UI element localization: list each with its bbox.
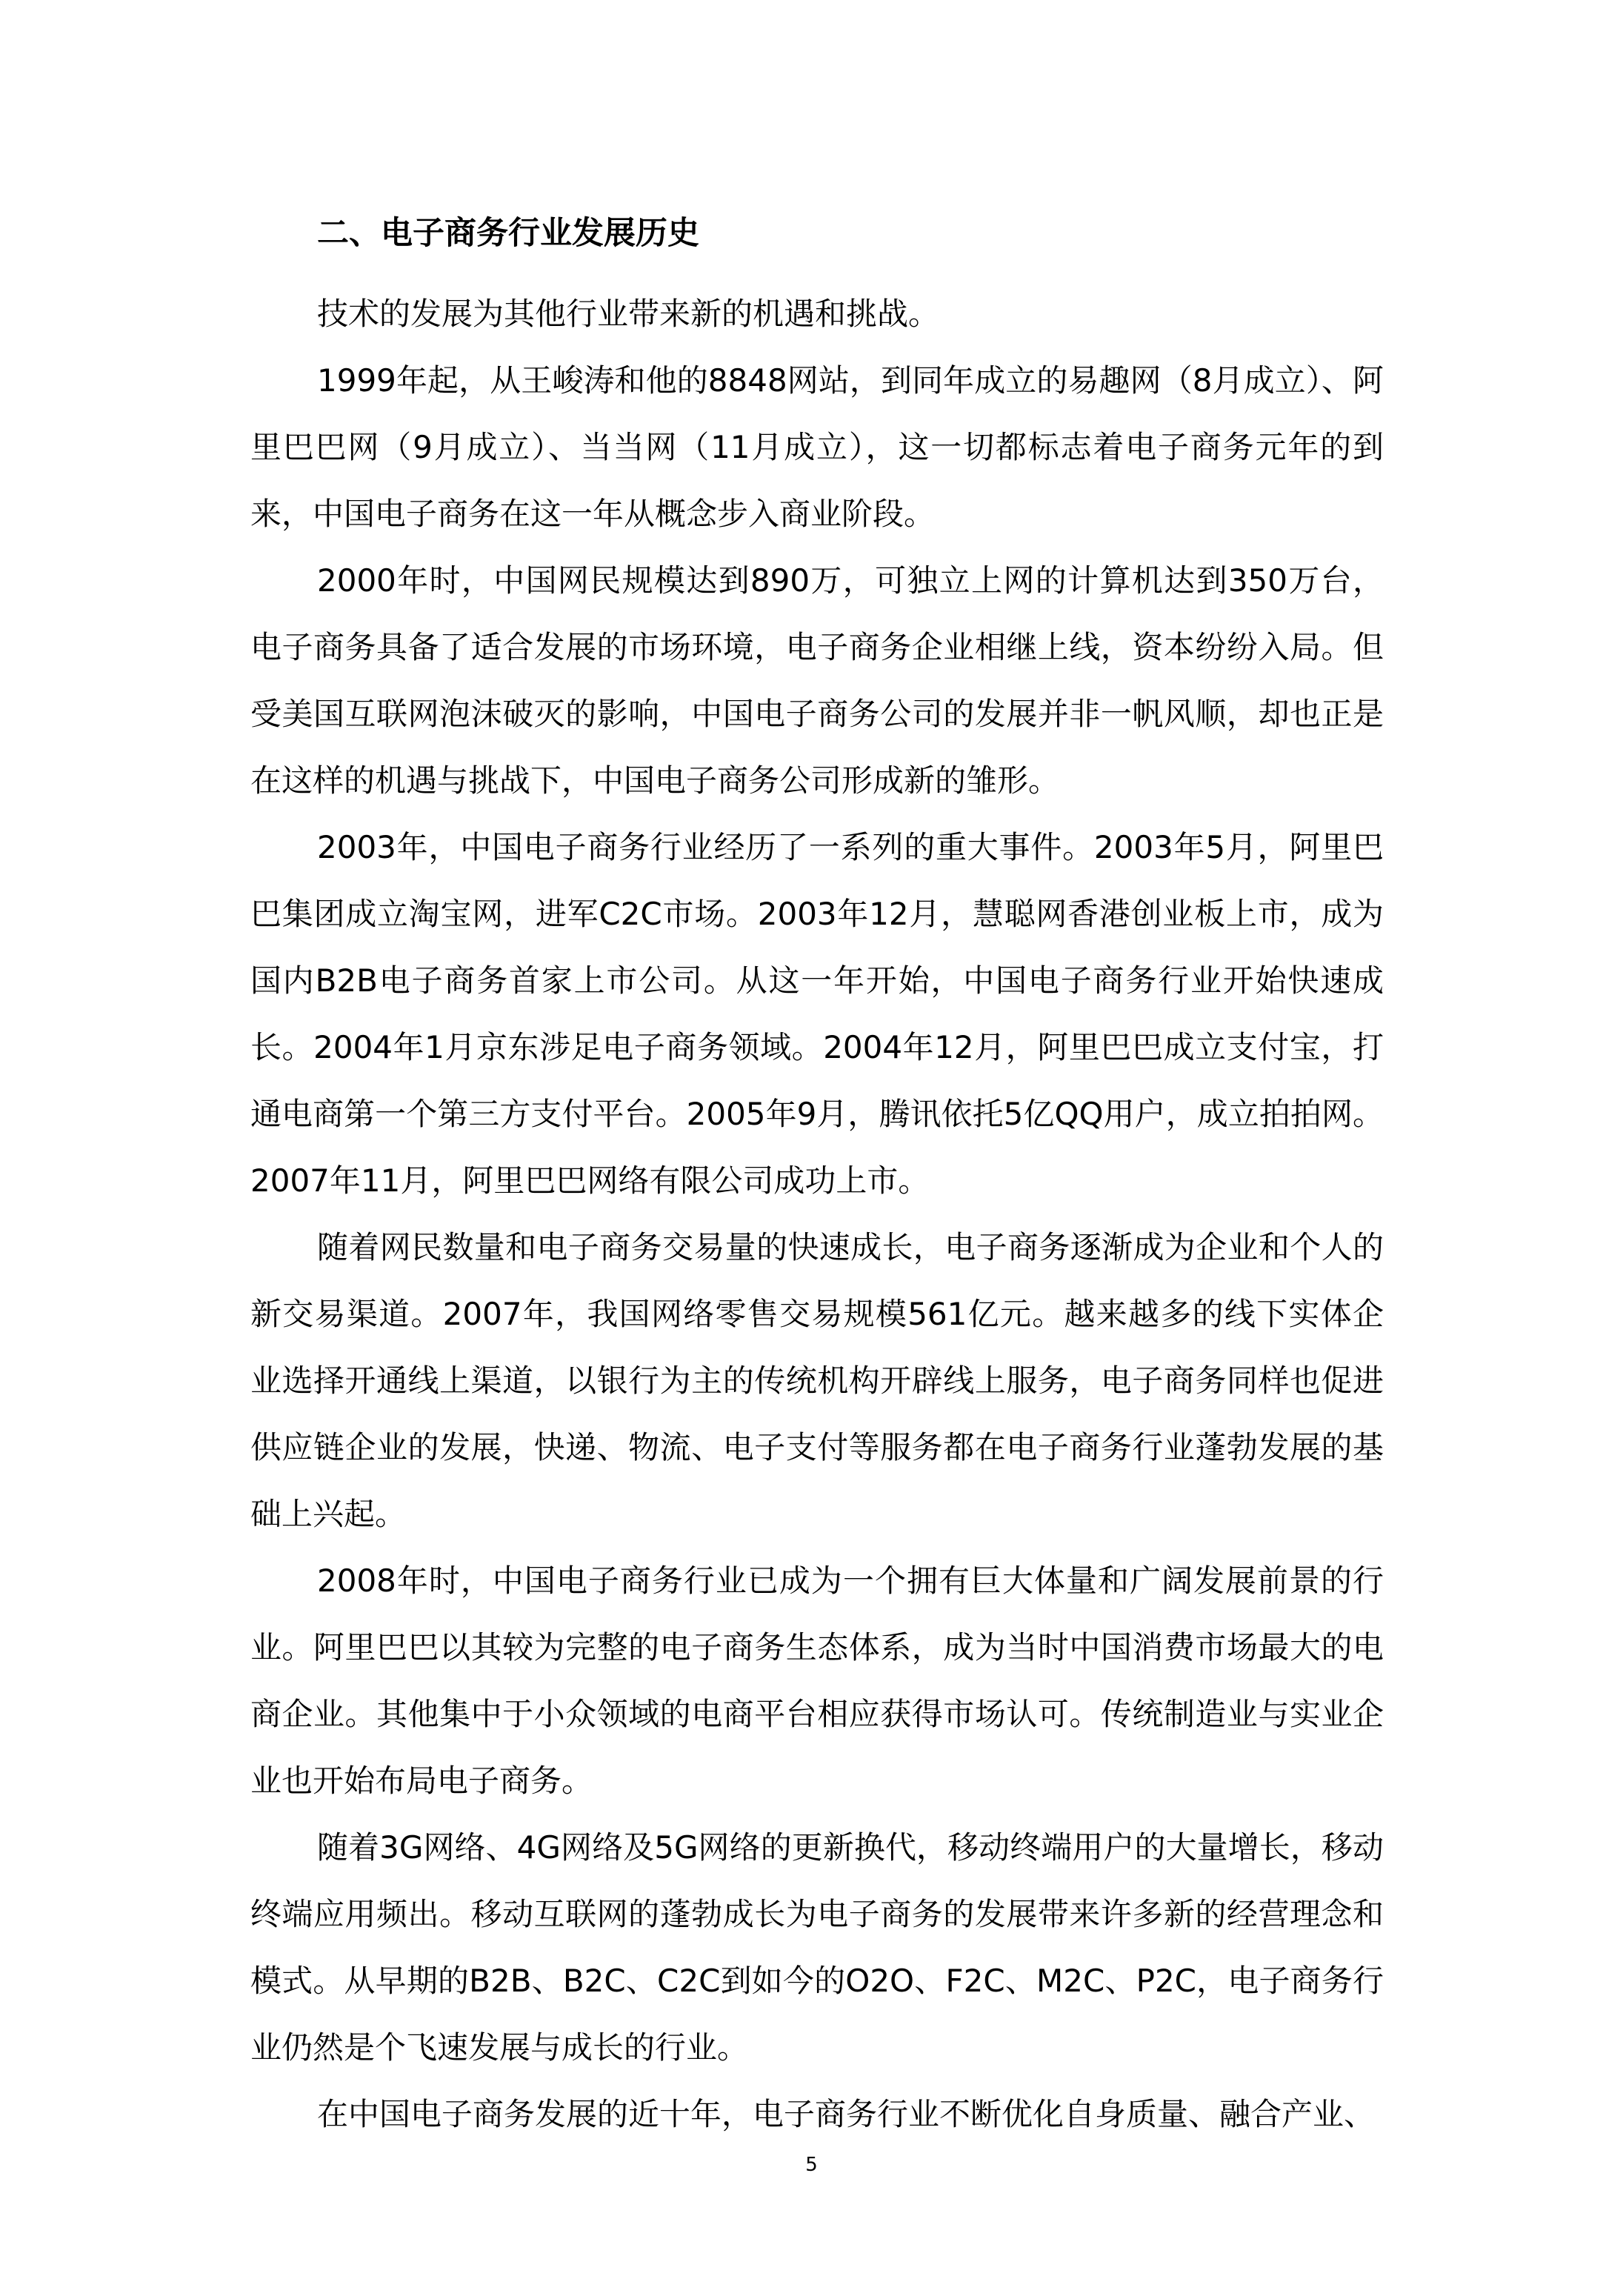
paragraph: 2008年时，中国电子商务行业已成为一个拥有巨大体量和广阔发展前景的行业。阿里巴巴以其较为完整的电子商务生态体系，成为当时中国消费市场最大的电商企业。其他集中于小众领域的电商平台相应获得市场认可。传统制造业与实业企业也开始布局电子商务。 xyxy=(250,1563,1384,1799)
paragraph: 随着网民数量和电子商务交易量的快速成长，电子商务逐渐成为企业和个人的新交易渠道。2007年，我国网络零售交易规模561亿元。越来越多的线下实体企业选择开通线上渠道，以银行为主的传统机构开辟线上服务，电子商务同样也促进供应链企业的发展，快递、物流、电子支付等服务都在电子商务行业蓬勃发展的基础上兴起。 xyxy=(250,1229,1384,1532)
paragraph: 1999年起，从王峻涛和他的8848网站，到同年成立的易趣网（8月成立）、阿里巴巴网（9月成立）、当当网（11月成立），这一切都标志着电子商务元年的到来，中国电子商务在这一年从概念步入商业阶段。 xyxy=(250,362,1384,532)
paragraph: 在中国电子商务发展的近十年，电子商务行业不断优化自身质量、融合产业、 xyxy=(317,2096,1376,2132)
section-heading: 二、电子商务行业发展历史 xyxy=(317,215,699,252)
paragraph: 2000年时，中国网民规模达到890万，可独立上网的计算机达到350万台，电子商务具备了适合发展的市场环境，电子商务企业相继上线，资本纷纷入局。但受美国互联网泡沫破灭的影响，中国电子商务公司的发展并非一帆风顺，却也正是在这样的机遇与挑战下，中国电子商务公司形成新的雏形。 xyxy=(250,562,1384,799)
paragraph: 技术的发展为其他行业带来新的机遇和挑战。 xyxy=(317,296,940,332)
paragraph: 2003年，中国电子商务行业经历了一系列的重大事件。2003年5月，阿里巴巴集团成立淘宝网，进军C2C市场。2003年12月，慧聪网香港创业板上市，成为国内B2B电子商务首家上市公司。从这一年开始，中国电子商务行业开始快速成长。2004年1月京东涉足电子商务领域。2004年12月，阿里巴巴成立支付宝，打通电商第一个第三方支付平台。2005年9月，腾讯依托5亿QQ用户，成立拍拍网。2007年11月，阿里巴巴网络有限公司成功上市。 xyxy=(250,829,1384,1199)
body-text xyxy=(250,281,1384,2148)
paragraph: 随着3G网络、4G网络及5G网络的更新换代，移动终端用户的大量增长，移动终端应用频出。移动互联网的蓬勃成长为电子商务的发展带来许多新的经营理念和模式。从早期的B2B、B2C、C2C到如今的O2O、F2C、M2C、P2C，电子商务行业仍然是个飞速发展与成长的行业。 xyxy=(250,1829,1384,2066)
page-number: 5 xyxy=(805,2154,818,2176)
